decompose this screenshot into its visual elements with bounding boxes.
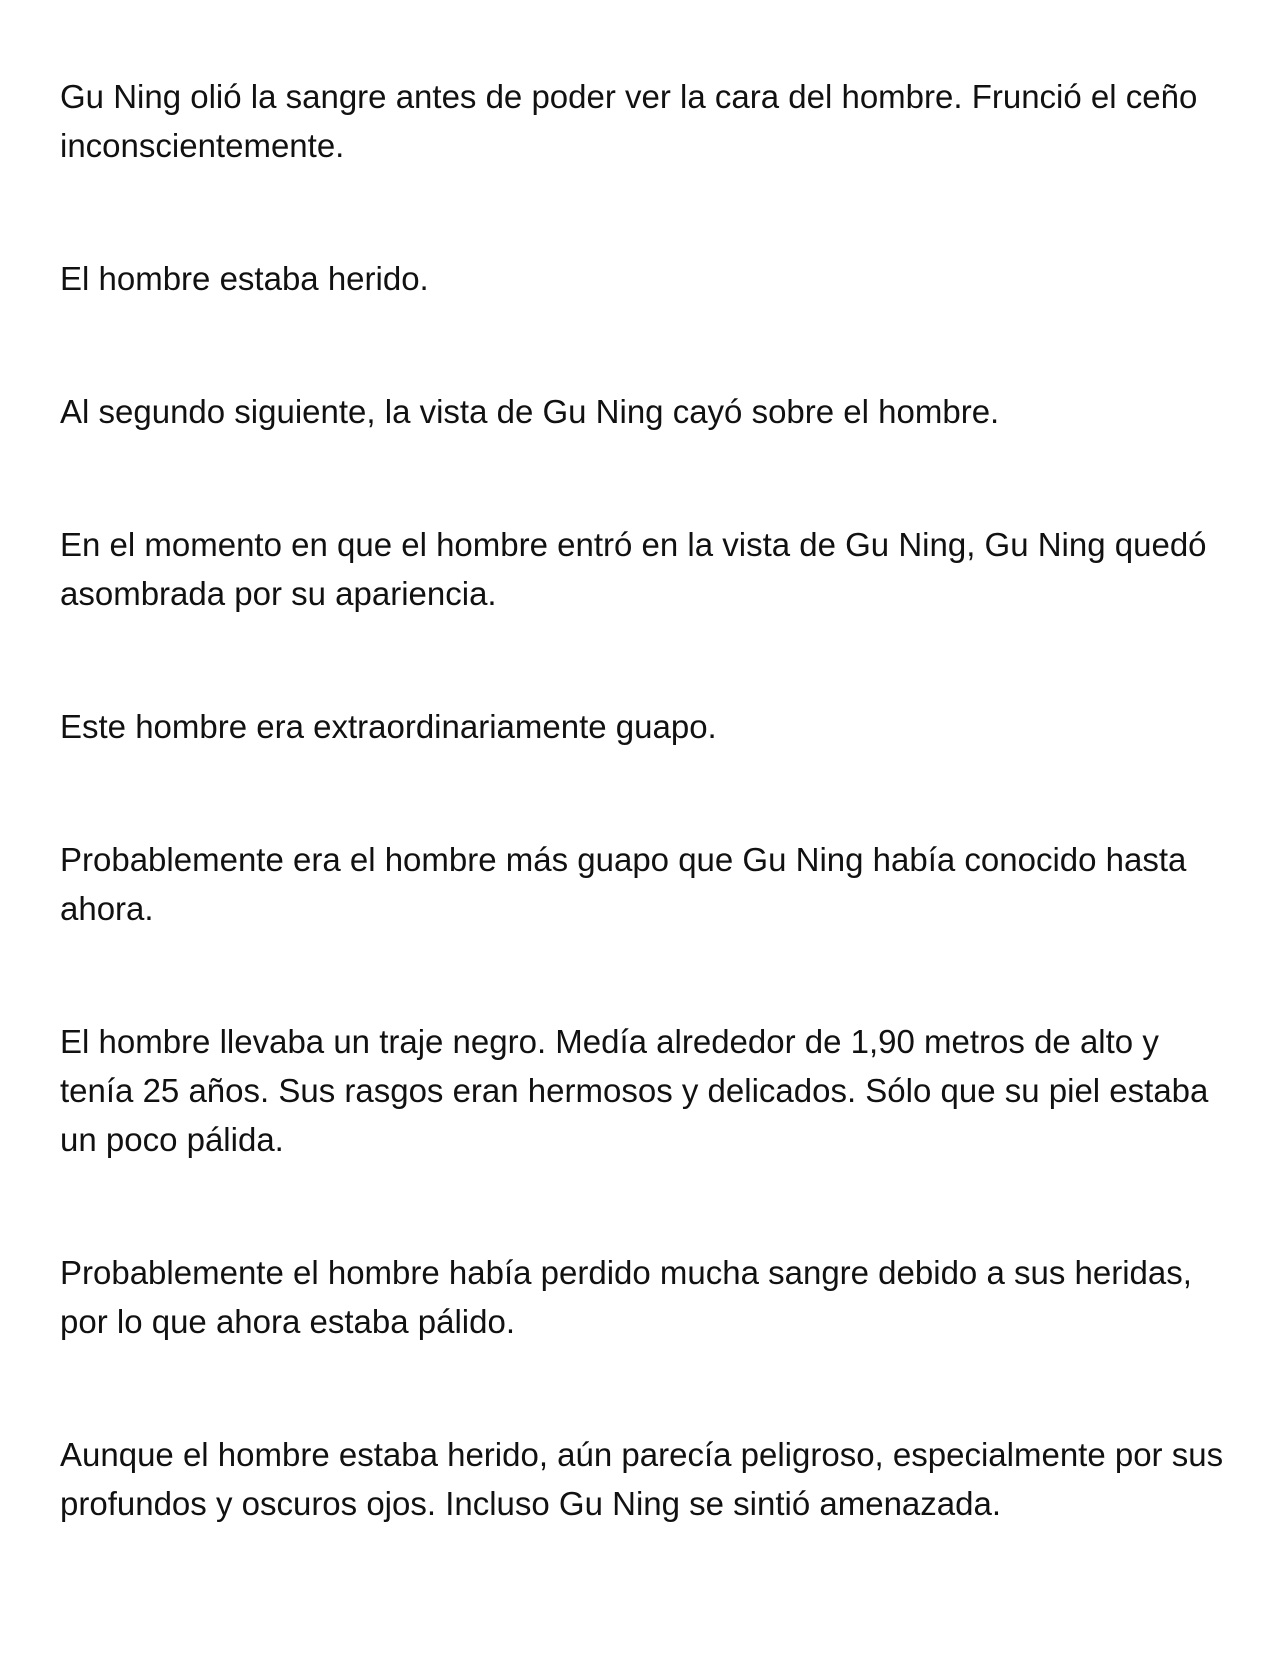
paragraph-3: Al segundo siguiente, la vista de Gu Ning cayó sobre el hombre. bbox=[60, 393, 1000, 430]
paragraph-9: Aunque el hombre estaba herido, aún parecía peligroso, especialmente por sus profundos y oscuros ojos. Incluso Gu Ning se sintió amenazada. bbox=[60, 1436, 1224, 1522]
paragraph-7: El hombre llevaba un traje negro. Medía alrededor de 1,90 metros de alto y tenía 25 años. Sus rasgos eran hermosos y delicados. Sólo que su piel estaba un poco pálida. bbox=[60, 1023, 1209, 1158]
paragraph-1: Gu Ning olió la sangre antes de poder ver la cara del hombre. Frunció el ceño inconscientemente. bbox=[60, 78, 1198, 164]
paragraph-4: En el momento en que el hombre entró en la vista de Gu Ning, Gu Ning quedó asombrada por su apariencia. bbox=[60, 526, 1207, 612]
paragraph-2: El hombre estaba herido. bbox=[60, 260, 429, 297]
paragraph-5: Este hombre era extraordinariamente guapo. bbox=[60, 708, 717, 745]
document-page bbox=[60, 72, 1240, 1528]
paragraph-6: Probablemente era el hombre más guapo que Gu Ning había conocido hasta ahora. bbox=[60, 841, 1187, 927]
paragraph-8: Probablemente el hombre había perdido mucha sangre debido a sus heridas, por lo que ahora estaba pálido. bbox=[60, 1254, 1192, 1340]
